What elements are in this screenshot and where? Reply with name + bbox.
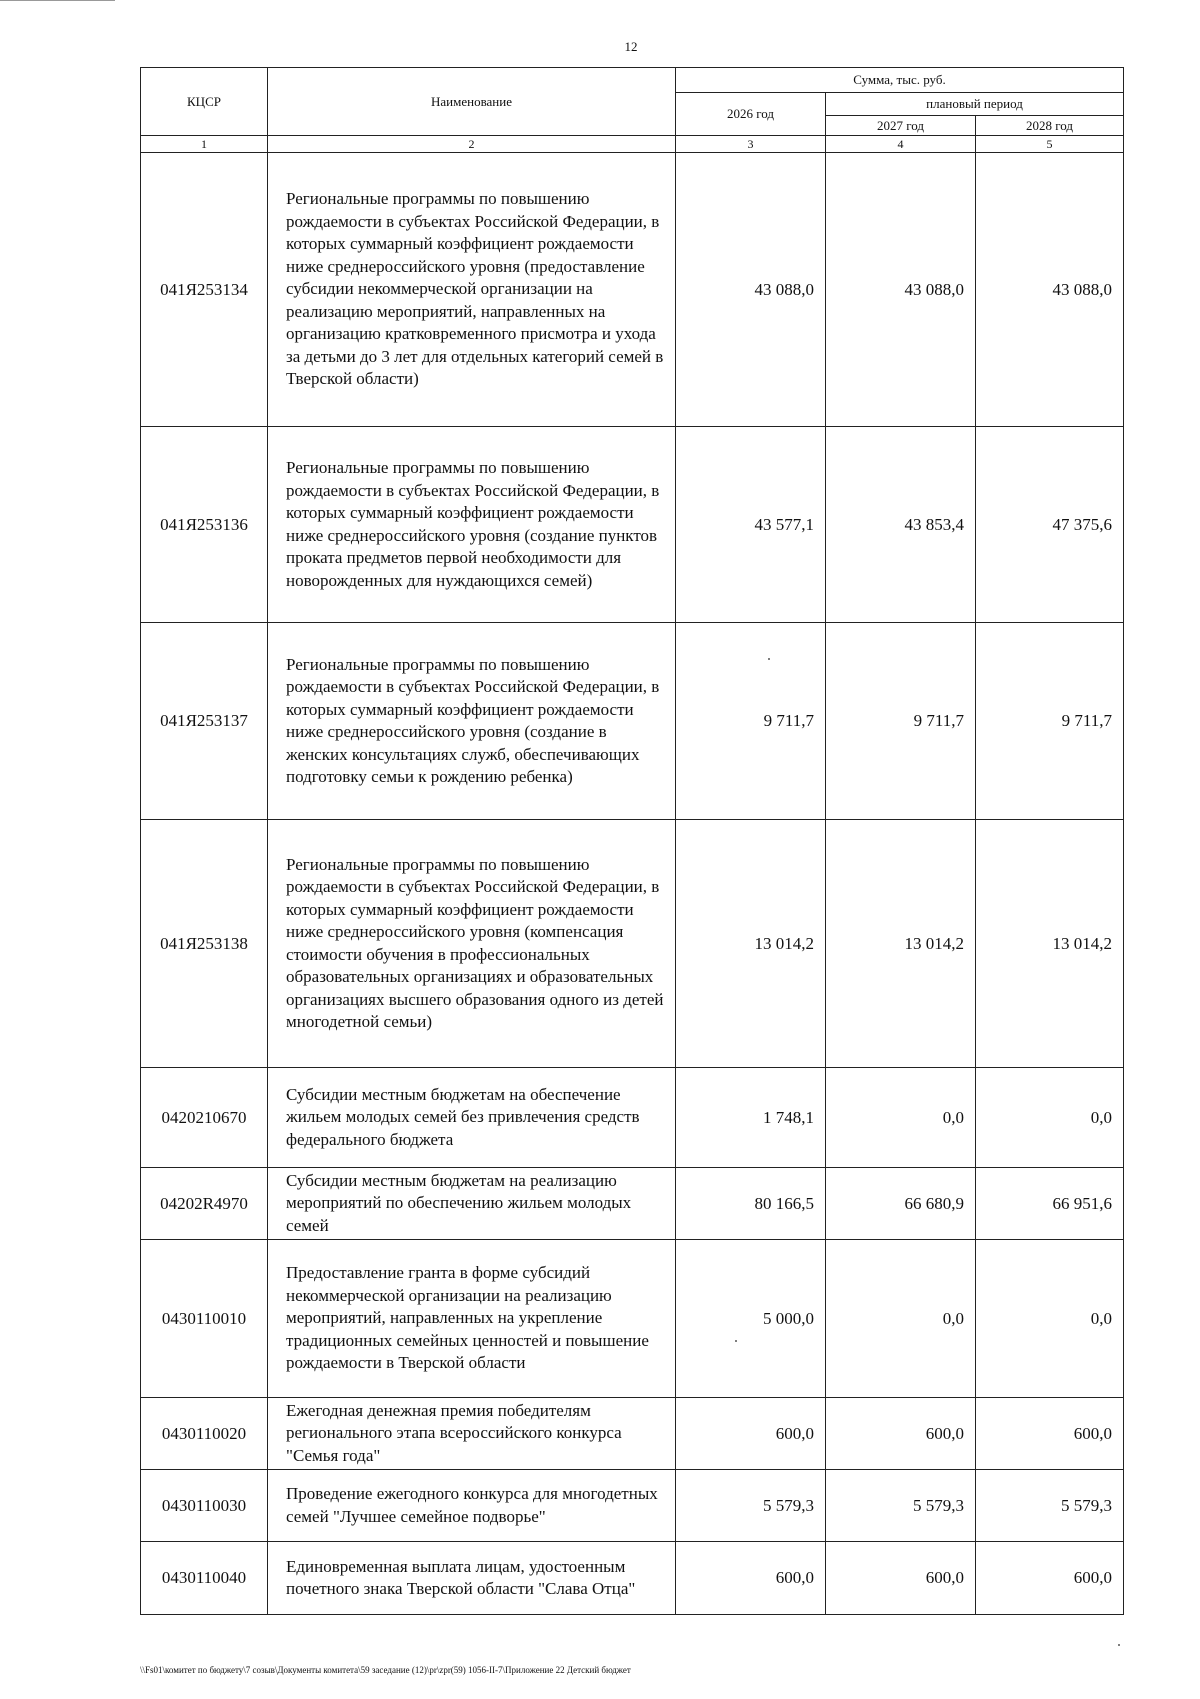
header-year-2026: 2026 год (676, 93, 826, 136)
column-number: 2 (268, 136, 676, 153)
kcsr-code: 04202R4970 (141, 1168, 268, 1240)
item-name: Единовременная выплата лицам, удостоенным почетного знака Тверской области "Слава Отца" (268, 1542, 676, 1615)
amount-2026: 600,0 (676, 1542, 826, 1615)
item-name: Региональные программы по повышению рождаемости в субъектах Российской Федерации, в которых суммарный коэффициент рождаемости ниже среднероссийского уровня (предоставление субсидии некоммерческой организации на реализацию мероприятий, направленных на организацию кратковременного присмотра и ухода за детьми до 3 лет для отдельных категорий семей в Тверской области) (268, 153, 676, 427)
amount-2026: 80 166,5 (676, 1168, 826, 1240)
scan-speck (1118, 1644, 1120, 1646)
item-name: Ежегодная денежная премия победителям регионального этапа всероссийского конкурса "Семья года" (268, 1398, 676, 1470)
amount-2027: 600,0 (826, 1398, 976, 1470)
amount-2028: 9 711,7 (976, 623, 1124, 820)
amount-2027: 0,0 (826, 1240, 976, 1398)
column-number: 5 (976, 136, 1124, 153)
amount-2027: 43 088,0 (826, 153, 976, 427)
amount-2026: 600,0 (676, 1398, 826, 1470)
kcsr-code: 0430110030 (141, 1470, 268, 1542)
amount-2028: 0,0 (976, 1240, 1124, 1398)
scan-speck (768, 658, 770, 660)
header-sum: Сумма, тыс. руб. (676, 68, 1124, 93)
header-planning-period: плановый период (826, 93, 1124, 116)
table-row (141, 623, 1124, 820)
column-number: 4 (826, 136, 976, 153)
kcsr-code: 0430110040 (141, 1542, 268, 1615)
amount-2028: 600,0 (976, 1542, 1124, 1615)
table-row (141, 1240, 1124, 1398)
item-name: Региональные программы по повышению рождаемости в субъектах Российской Федерации, в которых суммарный коэффициент рождаемости ниже среднероссийского уровня (создание пунктов проката предметов первой необходимости для новорожденных для нуждающихся семей) (268, 427, 676, 623)
table-row (141, 1542, 1124, 1615)
amount-2027: 600,0 (826, 1542, 976, 1615)
amount-2026: 1 748,1 (676, 1068, 826, 1168)
header-year-2028: 2028 год (976, 116, 1124, 136)
kcsr-code: 041Я253136 (141, 427, 268, 623)
column-number-row (141, 136, 1124, 153)
item-name: Субсидии местным бюджетам на обеспечение жильем молодых семей без привлечения средств федерального бюджета (268, 1068, 676, 1168)
item-name: Региональные программы по повышению рождаемости в субъектах Российской Федерации, в которых суммарный коэффициент рождаемости ниже среднероссийского уровня (создание в женских консультациях служб, обеспечивающих подготовку семьи к рождению ребенка) (268, 623, 676, 820)
column-number: 3 (676, 136, 826, 153)
item-name: Проведение ежегодного конкурса для многодетных семей "Лучшее семейное подворье" (268, 1470, 676, 1542)
amount-2026: 9 711,7 (676, 623, 826, 820)
amount-2027: 43 853,4 (826, 427, 976, 623)
amount-2027: 5 579,3 (826, 1470, 976, 1542)
column-number: 1 (141, 136, 268, 153)
amount-2027: 13 014,2 (826, 820, 976, 1068)
table-row (141, 820, 1124, 1068)
amount-2027: 9 711,7 (826, 623, 976, 820)
scan-edge-line (0, 0, 115, 1)
header-row-1 (141, 68, 1124, 93)
header-year-2027: 2027 год (826, 116, 976, 136)
table-row (141, 1470, 1124, 1542)
amount-2028: 13 014,2 (976, 820, 1124, 1068)
amount-2026: 13 014,2 (676, 820, 826, 1068)
table-row (141, 1168, 1124, 1240)
amount-2026: 5 000,0 (676, 1240, 826, 1398)
table-row (141, 1068, 1124, 1168)
file-path-footer: \\Fs01\комитет по бюджету\7 созыв\Документы комитета\59 заседание (12)\pr\zpr(59) 1056-II-7\Приложение 22 Детский бюджет (140, 1665, 631, 1675)
amount-2028: 600,0 (976, 1398, 1124, 1470)
kcsr-code: 0430110010 (141, 1240, 268, 1398)
header-kcsr: КЦСР (141, 68, 268, 136)
kcsr-code: 0420210670 (141, 1068, 268, 1168)
kcsr-code: 041Я253138 (141, 820, 268, 1068)
table-row (141, 153, 1124, 427)
amount-2028: 43 088,0 (976, 153, 1124, 427)
item-name: Региональные программы по повышению рождаемости в субъектах Российской Федерации, в которых суммарный коэффициент рождаемости ниже среднероссийского уровня (компенсация стоимости обучения в профессиональных образовательных организациях и образовательных организациях высшего образования одного из детей многодетной семьи) (268, 820, 676, 1068)
table-row (141, 1398, 1124, 1470)
kcsr-code: 041Я253137 (141, 623, 268, 820)
amount-2028: 47 375,6 (976, 427, 1124, 623)
amount-2026: 43 577,1 (676, 427, 826, 623)
budget-table (140, 67, 1124, 1615)
header-name: Наименование (268, 68, 676, 136)
amount-2027: 66 680,9 (826, 1168, 976, 1240)
item-name: Субсидии местным бюджетам на реализацию мероприятий по обеспечению жильем молодых семей (268, 1168, 676, 1240)
item-name: Предоставление гранта в форме субсидий некоммерческой организации на реализацию мероприятий, направленных на укрепление традиционных семейных ценностей и повышение рождаемости в Тверской области (268, 1240, 676, 1398)
scan-speck (735, 1340, 737, 1342)
kcsr-code: 041Я253134 (141, 153, 268, 427)
kcsr-code: 0430110020 (141, 1398, 268, 1470)
amount-2027: 0,0 (826, 1068, 976, 1168)
page-number: 12 (624, 39, 638, 54)
amount-2028: 5 579,3 (976, 1470, 1124, 1542)
amount-2028: 0,0 (976, 1068, 1124, 1168)
table-row (141, 427, 1124, 623)
amount-2026: 43 088,0 (676, 153, 826, 427)
amount-2028: 66 951,6 (976, 1168, 1124, 1240)
amount-2026: 5 579,3 (676, 1470, 826, 1542)
